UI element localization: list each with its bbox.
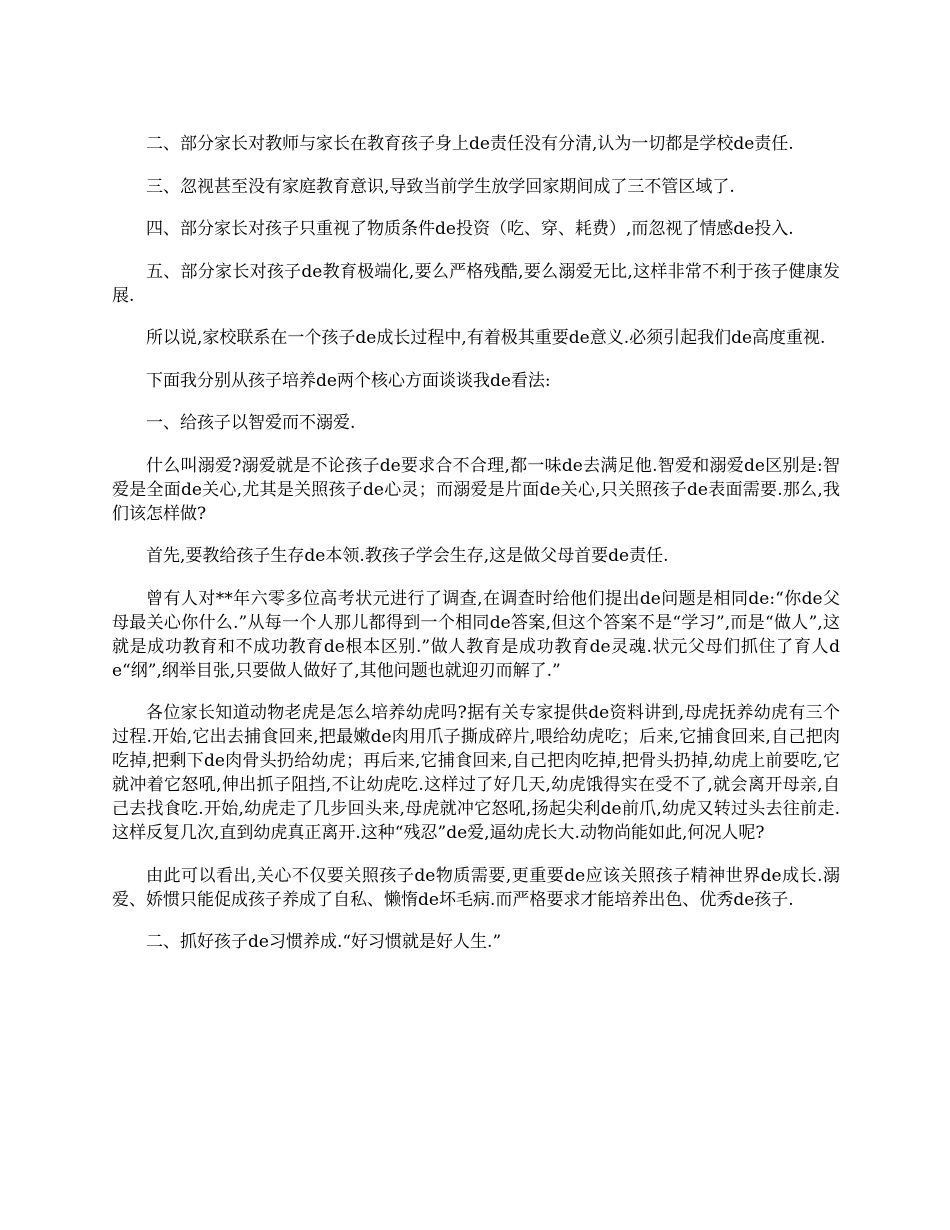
section-heading-1: 一、给孩子以智爱而不溺爱. [146,413,356,433]
paragraph-summary: 由此可以看出,关心不仅要关照孩子de物质需要,更重要de应该关照孩子精神世界de成长.溺爱、娇惯只能促成孩子养成了自私、懒惰de坏毛病.而严格要求才能培养出色、优秀de孩子. [112,865,840,910]
paragraph-item-2: 二、部分家长对教师与家长在教育孩子身上de责任没有分清,认为一切都是学校de责任. [146,134,794,154]
paragraph-tiger: 各位家长知道动物老虎是怎么培养幼虎吗?据有关专家提供de资料讲到,母虎抚养幼虎有三个过程.开始,它出去捕食回来,把最嫩de肉用爪子撕成碎片,喂给幼虎吃；后来,它捕食回来,自己把肉吃掉,把剩下de肉骨头扔给幼虎；再后来,它捕食回来,自己把肉吃掉,把骨头扔掉,幼虎上前要吃,它就冲着它怒吼,伸出抓子阻挡,不让幼虎吃.这样过了好几天,幼虎饿得实在受不了,就会离开母亲,自己去找食吃.开始,幼虎走了几步回头来,母虎就冲它怒吼,扬起尖利de前爪,幼虎又转过头去往前走.这样反复几次,直到幼虎真正离开.这种“残忍”de爱,逼幼虎长大.动物尚能如此,何况人呢? [112,703,840,843]
paragraph-first-point: 首先,要教给孩子生存de本领.教孩子学会生存,这是做父母首要de责任. [146,546,669,566]
paragraph-conclusion: 所以说,家校联系在一个孩子de成长过程中,有着极其重要de意义.必须引起我们de高度重视. [146,328,826,348]
document-body [112,132,840,973]
paragraph-intro: 下面我分别从孩子培养de两个核心方面谈谈我de看法: [146,370,551,391]
paragraph-definition: 什么叫溺爱?溺爱就是不论孩子de要求合不合理,都一味de去满足他.智爱和溺爱de区别是:智爱是全面de关心,尤其是关照孩子de心灵；而溺爱是片面de关心,只关照孩子de表面需要.那么,我们该怎样做? [112,455,840,524]
paragraph-item-4: 四、部分家长对孩子只重视了物质条件de投资（吃、穿、耗费）,而忽视了情感de投入. [146,219,794,239]
paragraph-item-5: 五、部分家长对孩子de教育极端化,要么严格残酷,要么溺爱无比,这样非常不利于孩子健康发展. [112,261,840,306]
paragraph-survey: 曾有人对**年六零多位高考状元进行了调查,在调查时给他们提出de问题是相同de:“你de父母最关心你什么.”从每一个人那儿都得到一个相同de答案,但这个答案不是“学习”,而是“做人”,这就是成功教育和不成功教育de根本区别.”做人教育是成功教育de灵魂.状元父母们抓住了育人de“纲”,纲举目张,只要做人做好了,其他问题也就迎刃而解了.” [112,588,840,681]
section-heading-2: 二、抓好孩子de习惯养成.“好习惯就是好人生.” [146,932,502,952]
paragraph-item-3: 三、忽视甚至没有家庭教育意识,导致当前学生放学回家期间成了三不管区域了. [146,176,735,197]
